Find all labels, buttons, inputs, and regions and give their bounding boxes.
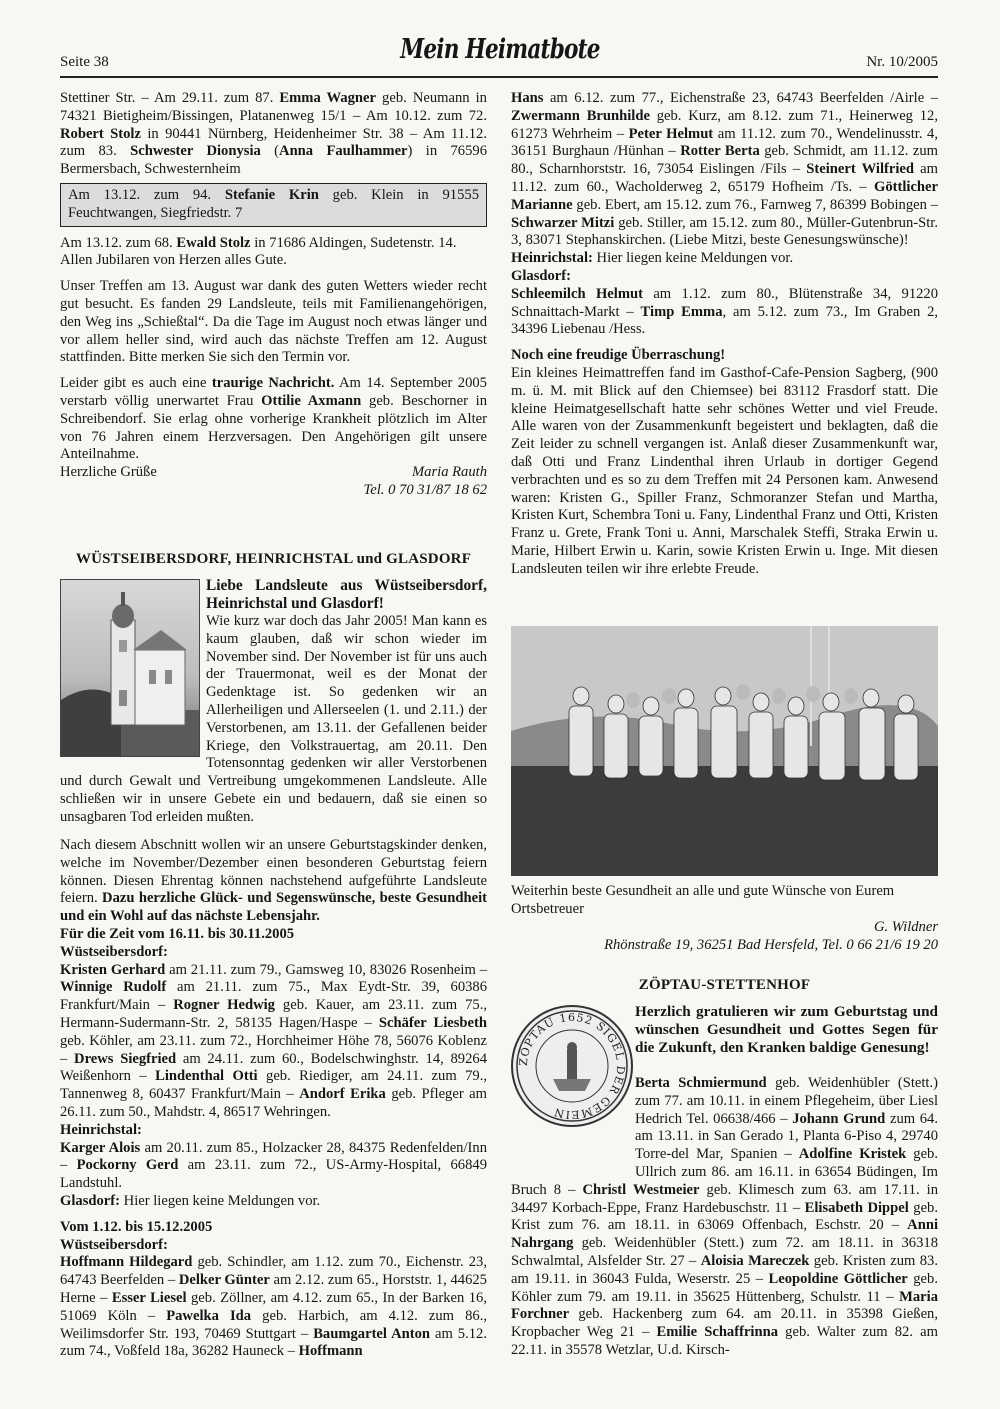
signer-phone: Tel. 0 70 31/87 18 62 bbox=[363, 481, 487, 498]
zoeptau-heading-block bbox=[635, 1003, 938, 1056]
text-run: in 71686 Aldingen, Sudetenstr. 14. bbox=[250, 234, 457, 251]
caption-signer: G. Wildner bbox=[873, 919, 938, 935]
surprise-text: Ein kleines Heimattreffen fand im Gasthof-Cafe-Pension Sagberg, (900 m. ü. M. mit Blick auf den Chiemsee) bei 83112 Frasdorf statt. Die kleine Heimatgesellschaft hatte sehr schönes Wetter und viel Freude. Alle waren von der Zusammenkunft begeistert und beklagten, daß die Zeit leider zu schnell vergangen ist. Anlaß dieser Zusammenkunft war, daß Otti und Franz Lindenthal ihren Urlaub in dortiger Gegend verbrachten und es so zu dem Treffen mit 24 Personen kam. Anwesend waren: Kristen G., Spiller Franz, Schmoranzer Stefan und Martha, Kristen Kurt, Schembra Toni u. Fany, Lindenthal Franz und Otti, Kristen Franz u. Grete, Frank Toni u. Anni, Marschalek Steffi, Straka Erwin u. Marie, Hilbert Erwin u. Karin, sowie Kristen Erwin u. Inge. Mit diesen Landsleuten teilen wir ihre erlebte Freude. bbox=[511, 364, 938, 577]
right-column-top bbox=[511, 90, 938, 579]
person-name: Göttlicher Marianne bbox=[511, 178, 938, 213]
person-name: Rotter Berta bbox=[680, 143, 760, 160]
text-run: geb. Harbich, am 4.12. zum 86., Weilimsdorfer Str. 193, 70469 Stuttgart – bbox=[60, 1307, 487, 1342]
text-run: geb. Neumann in 74321 Bietigheim/Bissingen, Platanenweg 15/1 – Am 10.12. zum 72. bbox=[60, 90, 487, 124]
person-name: Robert Stolz bbox=[60, 125, 141, 142]
obituary-paragraph bbox=[60, 375, 487, 464]
text-run: am 24.11. zum 60., Bodelschwinghstr. 14, 89264 Weißenhorn – bbox=[60, 1050, 487, 1085]
text-run: am 21.11. zum 75., Max Eydt-Str. 39, 60386 Frankfurt/Main – bbox=[60, 979, 488, 1014]
left-column-top bbox=[60, 90, 487, 500]
text-run: geb. Klimesch zum 63. am 17.11. in 34497 Korbach-Eppe, Franz Hardebuschstr. 11 – bbox=[511, 1181, 938, 1216]
signer-name: Maria Rauth bbox=[412, 464, 487, 481]
person-name: Delker Günter bbox=[178, 1272, 270, 1289]
wuestseibersdorf-label: Wüstseibersdorf: bbox=[60, 943, 168, 960]
text-run: zum 64. am 13.11. in San Gerado 1, Planta 6-Piso 4, 29740 Torre-del Mar, Spanien – bbox=[635, 1110, 938, 1163]
text-run: am 20.11. zum 85., Holzacker 28, 84375 Redenfelden/Inn – bbox=[60, 1139, 487, 1174]
person-name: Lindenthal Otti bbox=[155, 1068, 258, 1085]
wuestseibersdorf-list-2 bbox=[60, 1254, 487, 1361]
person-name: Adolfine Kristek bbox=[798, 1146, 907, 1163]
text-run: geb. Weidenhübler (Stett.) zum 77. am 10.11. in einem Pflegeheim, über Liesl Hedrich Tel. 06638/466 – bbox=[635, 1075, 938, 1127]
person-name: Berta Schmiermund bbox=[635, 1075, 767, 1091]
person-name: traurige Nachricht. bbox=[211, 375, 335, 392]
zoeptau-heading: Herzlich gratulieren wir zum Geburtstag und wünschen Gesundheit und Gottes Segen für die Zukunft, den Kranken baldige Genesung! bbox=[635, 1003, 938, 1056]
text-run: geb. Kurz, am 8.12. zum 71., Heinerweg 12, 61273 Wehrheim – bbox=[511, 107, 938, 142]
caption-text: Weiterhin beste Gesundheit an alle und gute Wünsche von Eurem Ortsbetreuer bbox=[511, 883, 895, 917]
masthead-logo: Mein Heimatbote bbox=[400, 34, 600, 65]
text-run: am 2.12. zum 65., Horststr. 1, 44625 Herne – bbox=[60, 1272, 487, 1306]
text-run: Am 13.12. zum 68. bbox=[60, 234, 177, 251]
text-run: geb. Weidenhübler (Stett.) zum 72. am 18.11. in 36318 Schwalmtal, Alsfelder Str. 27 – bbox=[511, 1235, 938, 1269]
text-run: Hier liegen keine Meldungen vor. bbox=[592, 250, 794, 267]
person-name: Maria Forchner bbox=[511, 1288, 938, 1323]
person-name: Anna Faulhammer bbox=[279, 143, 408, 160]
person-name: Heinrichstal: bbox=[511, 250, 593, 267]
person-name: Ottilie Axmann bbox=[261, 392, 362, 409]
birthday-intro bbox=[60, 837, 487, 926]
text-run: geb. Ebert, am 15.12. zum 76., Farnweg 7, 86399 Bobingen – bbox=[572, 196, 938, 213]
intro-text-block bbox=[60, 613, 487, 827]
person-name: Emma Wagner bbox=[279, 90, 376, 106]
person-name: Hoffmann Hildegard bbox=[60, 1254, 193, 1271]
text-run: geb. Ullrich zum 86. am 16.11. in 63654 Büdingen, Im Bruch 8 – bbox=[511, 1146, 938, 1198]
person-name: Drews Siegfried bbox=[74, 1050, 177, 1067]
text-run: geb. Kauer, am 23.11. zum 75., Hermann-Sudermann-Str. 2, 58135 Hagen/Haspe – bbox=[60, 997, 487, 1031]
person-name: Kristen Gerhard bbox=[60, 961, 166, 978]
person-name: Pawelka Ida bbox=[166, 1307, 252, 1324]
signature-row bbox=[60, 464, 487, 482]
section-title-zoeptau: ZÖPTAU-STETTENHOF bbox=[638, 977, 811, 993]
text-run: am 5.12. zum 74., Voßfeld 18a, 36282 Hauneck – bbox=[60, 1325, 487, 1360]
text-run: ) in 76596 Bermersbach, Schwesternheim bbox=[60, 143, 487, 178]
wuestseibersdorf-list-1 bbox=[60, 962, 487, 1122]
heinrichstal-list-1 bbox=[60, 1140, 487, 1193]
caption-address: Rhönstraße 19, 36251 Bad Hersfeld, Tel. 0 66 21/6 19 20 bbox=[604, 937, 938, 953]
person-name: Aloisia Mareczek bbox=[700, 1252, 810, 1269]
text-run: geb. Riediger, am 24.11. zum 79., Tannenweg 8, 60437 Frankfurt/Main – bbox=[60, 1068, 487, 1103]
person-name: Elisabeth Dippel bbox=[804, 1199, 909, 1216]
person-name: Schäfer Liesbeth bbox=[378, 1014, 487, 1031]
text-run: am 23.11. zum 72., US-Army-Hospital, 66849 Landstuhl. bbox=[60, 1157, 487, 1192]
person-name: Schleemilch Helmut bbox=[511, 285, 643, 302]
text-run: geb. Schindler, am 1.12. zum 70., Eichenstr. 23, 64743 Beerfelden – bbox=[60, 1254, 487, 1289]
text-run: Nach diesem Abschnitt wollen wir an unsere Geburtstagskinder denken, welche im November/Dezember einen besonderen Geburtstag feiern können. Diesen Ehrentag können nachstehend aufgeführte Landsleute feiern. bbox=[60, 837, 487, 907]
seal-text: ZÖPTAU 1652 SIGEL DER GEMEIN bbox=[516, 1010, 628, 1122]
person-name: Dazu herzliche Glück- und Segenswünsche, beste Gesundheit und ein Wohl auf das nächste Lebensjahr. bbox=[60, 890, 488, 925]
person-name: Ewald Stolz bbox=[176, 234, 251, 251]
text-run: geb. Beschorner in Schreibendorf. Sie erlag ohne vorherige Krankheit plötzlich im Alter von 76 Jahren einem Herzversagen. Den Angehörigen gilt unsere Anteilnahme. bbox=[60, 392, 488, 463]
text-run: geb. Klein in 91555 Feuchtwangen, Siegfriedstr. 7 bbox=[68, 186, 479, 221]
person-name: Hoffmann bbox=[298, 1343, 363, 1360]
period-1-heading: Für die Zeit vom 16.11. bis 30.11.2005 bbox=[60, 925, 295, 942]
glasdorf-list bbox=[511, 286, 938, 339]
text-run: geb. Zöllner, am 4.12. zum 65., In der Barken 16, 51069 Köln – bbox=[60, 1289, 487, 1324]
surprise-heading: Noch eine freudige Überraschung! bbox=[511, 347, 726, 364]
person-name: Emilie Schaffrinna bbox=[656, 1324, 779, 1341]
text-run: geb. Hackenberg zum 64. am 20.11. in 35398 Gießen, Kropbacher Weg 21 – bbox=[511, 1306, 938, 1341]
person-name: Steinert Wilfried bbox=[806, 161, 915, 178]
group-photo bbox=[511, 626, 938, 876]
person-name: Anni Nahrgang bbox=[511, 1217, 938, 1252]
text-run: geb. Köhler zum 79. am 19.11. in 35625 Hüttenberg, Schulstr. 11 – bbox=[511, 1270, 938, 1305]
text-run: geb. Köhler, am 23.11. zum 72., Horchheimer Höhe 78, 56076 Koblenz – bbox=[60, 1032, 487, 1067]
birthday-paragraph-2 bbox=[60, 235, 487, 253]
person-name: Glasdorf: bbox=[60, 1192, 120, 1209]
text-run: Am 14. September 2005 verstarb völlig unerwartet Frau bbox=[60, 375, 487, 409]
header-rule bbox=[60, 76, 938, 78]
text-run: am 1.12. zum 80., Blütenstraße 34, 91220 Schnaittach-Markt – bbox=[511, 285, 939, 320]
text-run: Hier liegen keine Meldungen vor. bbox=[120, 1192, 321, 1209]
person-name: Zwermann Brunhilde bbox=[511, 107, 650, 124]
wuestseibersdorf-label-2: Wüstseibersdorf: bbox=[60, 1236, 168, 1253]
glasdorf-label: Glasdorf: bbox=[511, 267, 571, 284]
person-name: Leopoldine Göttlicher bbox=[768, 1270, 908, 1287]
continued-list bbox=[511, 90, 938, 250]
person-name: Schwester Dionysia bbox=[130, 143, 261, 160]
text-run: , am 5.12. zum 73., Im Graben 2, 34396 Liebenau /Hess. bbox=[511, 303, 939, 338]
text-run: Am 13.12. zum 94. bbox=[68, 186, 225, 203]
text-run: geb. Schmidt, am 11.12. zum 80., Scharnhorststr. 16, 73054 Eislingen /Fils – bbox=[511, 143, 938, 178]
text-run: geb. Krist zum 76. am 18.11. in 63069 Offenbach, Eschstr. 20 – bbox=[511, 1199, 938, 1234]
issue-number: Nr. 10/2005 bbox=[866, 54, 938, 70]
person-name: Andorf Erika bbox=[299, 1086, 386, 1103]
text-run: geb. Pfleger am 26.11. zum 50., Mahdstr. 4, 86517 Wehringen. bbox=[60, 1086, 488, 1120]
person-name: Schwarzer Mitzi bbox=[511, 214, 615, 231]
text-run: am 11.12. zum 70., Wendelinusstr. 4, 36151 Burghaun /Hünhan – bbox=[511, 125, 938, 160]
person-name: Winnige Rudolf bbox=[60, 979, 167, 996]
text-run: Leider gibt es auch eine bbox=[60, 375, 212, 392]
person-name: Stefanie Krin bbox=[224, 186, 319, 203]
closing-greeting: Herzliche Grüße bbox=[60, 464, 157, 481]
text-run: geb. Walter zum 82. am 22.11. in 35578 Wetzlar, U.d. Kirsch- bbox=[511, 1324, 938, 1358]
heinrichstal-line bbox=[511, 250, 938, 268]
group-photo-illustration bbox=[511, 626, 938, 876]
text-run: Stettiner Str. – Am 29.11. zum 87. bbox=[60, 90, 280, 106]
text-run: in 90441 Nürnberg, Heidenheimer Str. 38 – Am 11.12. zum 83. bbox=[60, 125, 487, 160]
person-name: Timp Emma bbox=[640, 303, 723, 320]
text-run: am 6.12. zum 77., Eichenstraße 23, 64743 Beerfelden /Airle – bbox=[543, 90, 938, 106]
zoeptau-text-block bbox=[511, 1075, 938, 1360]
period-2-heading: Vom 1.12. bis 15.12.2005 bbox=[60, 1218, 213, 1235]
intro-heading: Liebe Landsleute aus Wüstseibersdorf, Heinrichstal und Glasdorf! bbox=[206, 577, 487, 612]
person-name: Johann Grund bbox=[792, 1110, 886, 1127]
intro-text: Wie kurz war doch das Jahr 2005! Man kann es kaum glauben, daß wir schon wieder im November sind. Der November ist für uns auch der Trauermonat, weil es der Monat der Gedenktage ist. So gedenken wir an Allerheiligen und Allerseelen (1. und 2.11.) der Verstorbenen, am 13.11. der Gefallenen beider Kriege, den Volkstrauertag, am 20.11. Den Totensonntag gedenken wir aller Verstorbenen und durch Gewalt und Vertreibung umgekommenen Landsleute. Alle schließen wir in unsere Gebete ein und bedauern, daß sie einen so unsagbaren Tod erleiden mußten. bbox=[60, 613, 487, 825]
text-run: am 11.12. zum 60., Wacholderweg 2, 65179 Hofheim /Ts. – bbox=[511, 161, 939, 195]
person-name: Rogner Hedwig bbox=[173, 997, 275, 1014]
highlight-box bbox=[60, 183, 487, 227]
photo-caption bbox=[511, 882, 938, 954]
greeting-line: Allen Jubilaren von Herzen alles Gute. bbox=[60, 252, 287, 269]
page-number: Seite 38 bbox=[60, 54, 109, 70]
birthday-paragraph bbox=[60, 90, 487, 179]
text-run: ( bbox=[260, 143, 280, 160]
text-run: am 21.11. zum 79., Gamsweg 10, 83026 Rosenheim – bbox=[165, 961, 487, 978]
person-name: Christl Westmeier bbox=[582, 1181, 700, 1198]
section-title-wuestseibersdorf: WÜSTSEIBERSDORF, HEINRICHSTAL und GLASDORF bbox=[75, 551, 472, 567]
person-name: Peter Helmut bbox=[628, 125, 714, 142]
heinrichstal-label: Heinrichstal: bbox=[60, 1121, 142, 1138]
text-run: geb. Kristen zum 83. am 19.11. in 36043 Fulda, Weserstr. 25 – bbox=[511, 1252, 938, 1287]
person-name: Pockorny Gerd bbox=[76, 1157, 179, 1174]
intro-block bbox=[206, 577, 487, 613]
person-name: Esser Liesel bbox=[111, 1289, 187, 1306]
person-name: Baumgartel Anton bbox=[313, 1325, 431, 1342]
meeting-paragraph: Unser Treffen am 13. August war dank des guten Wetters wieder recht gut besucht. Es fanden 29 Landsleute, teils mit Familienangehörigen, den Weg ins „Schießtal“. Da die Tage im August noch etwas länger und vor allem heller sind, wird auch das nächste Treffen am 12. August stattfinden. Bitte merken Sie sich den Termin vor. bbox=[60, 278, 487, 366]
left-column-birthdays bbox=[60, 837, 487, 1361]
text-run: geb. Stiller, am 15.12. zum 80., Müller-Gutenbrun-Str. 3, 83071 Stephanskirchen. (Liebe Mitzi, beste Genesungswünsche)! bbox=[511, 214, 939, 249]
glasdorf-line-1 bbox=[60, 1193, 487, 1211]
person-name: Hans bbox=[511, 90, 544, 106]
person-name: Karger Alois bbox=[60, 1139, 141, 1156]
